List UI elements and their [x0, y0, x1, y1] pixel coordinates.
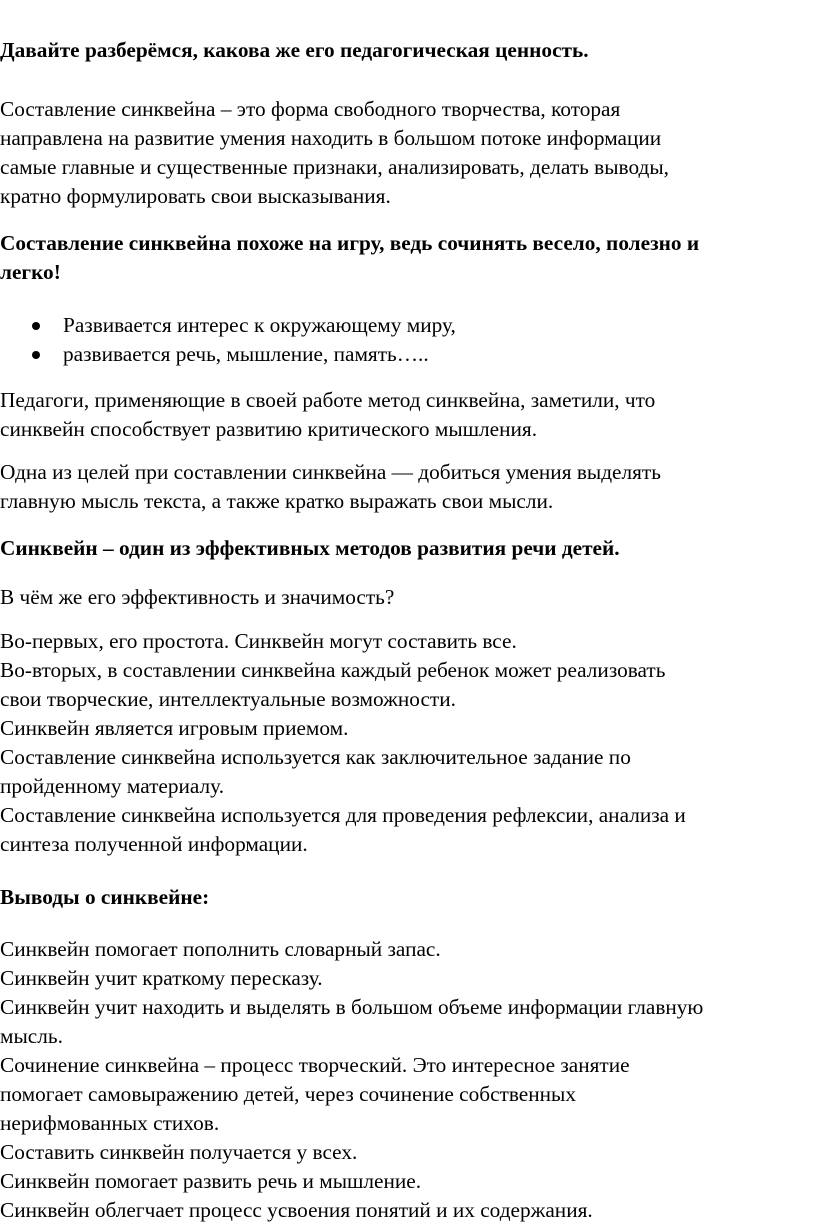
- bullet-icon: [32, 322, 40, 330]
- heading-game-like: Составление синквейна похоже на игру, ведь сочинять весело, полезно и легко!: [0, 231, 700, 284]
- list-item: [0, 340, 812, 369]
- bullet-icon: [32, 351, 40, 359]
- paragraph-advantages: Во-первых, его простота. Синквейн могут составить все. Во-вторых, в составлении синквейна каждый ребенок может реализовать свои творческие, интеллектуальные возможности. Синквейн является игровым приемом. Составление синквейна используется как заключительное задание по пройденному материалу. Составление синквейна используется для проведения рефлексии, анализа и синтеза полученной информации.: [0, 629, 686, 856]
- paragraph-definition: Составление синквейна – это форма свободного творчества, которая направлена на развитие умения находить в большом потоке информации самые главные и существенные признаки, анализировать, делать выводы, кратно формулировать свои высказывания.: [0, 97, 669, 208]
- list-item-text: развивается речь, мышление, память…..: [63, 342, 429, 366]
- heading-conclusions: Выводы о синквейне:: [0, 885, 210, 909]
- question-text: В чём же его эффективность и значимость?: [0, 585, 395, 609]
- paragraph-critical-thinking: Педагоги, применяющие в своей работе метод синквейна, заметили, что синквейн способствует развитию критического мышления.: [0, 388, 656, 441]
- paragraph-main-idea: Одна из целей при составлении синквейна — добиться умения выделять главную мысль текста, а также кратко выражать свои мысли.: [0, 460, 661, 513]
- paragraph-conclusions: Синквейн помогает пополнить словарный запас. Синквейн учит краткому пересказу. Синквейн учит находить и выделять в большом объеме информации главную мысль. Сочинение синквейна – процесс творческий. Это интересное занятие помогает самовыражению детей, через сочинение собственных нерифмованных стихов. Составить синквейн получается у всех. Синквейн помогает развить речь и мышление. Синквейн облегчает процесс усвоения понятий и их содержания.: [0, 937, 704, 1222]
- list-item: [0, 311, 812, 340]
- heading-pedagogical-value: Давайте разберёмся, какова же его педагогическая ценность.: [0, 38, 589, 62]
- list-item-text: Развивается интерес к окружающему миру,: [63, 313, 456, 337]
- heading-effective-method: Синквейн – один из эффективных методов развития речи детей.: [0, 536, 620, 560]
- bullet-list: [0, 311, 812, 369]
